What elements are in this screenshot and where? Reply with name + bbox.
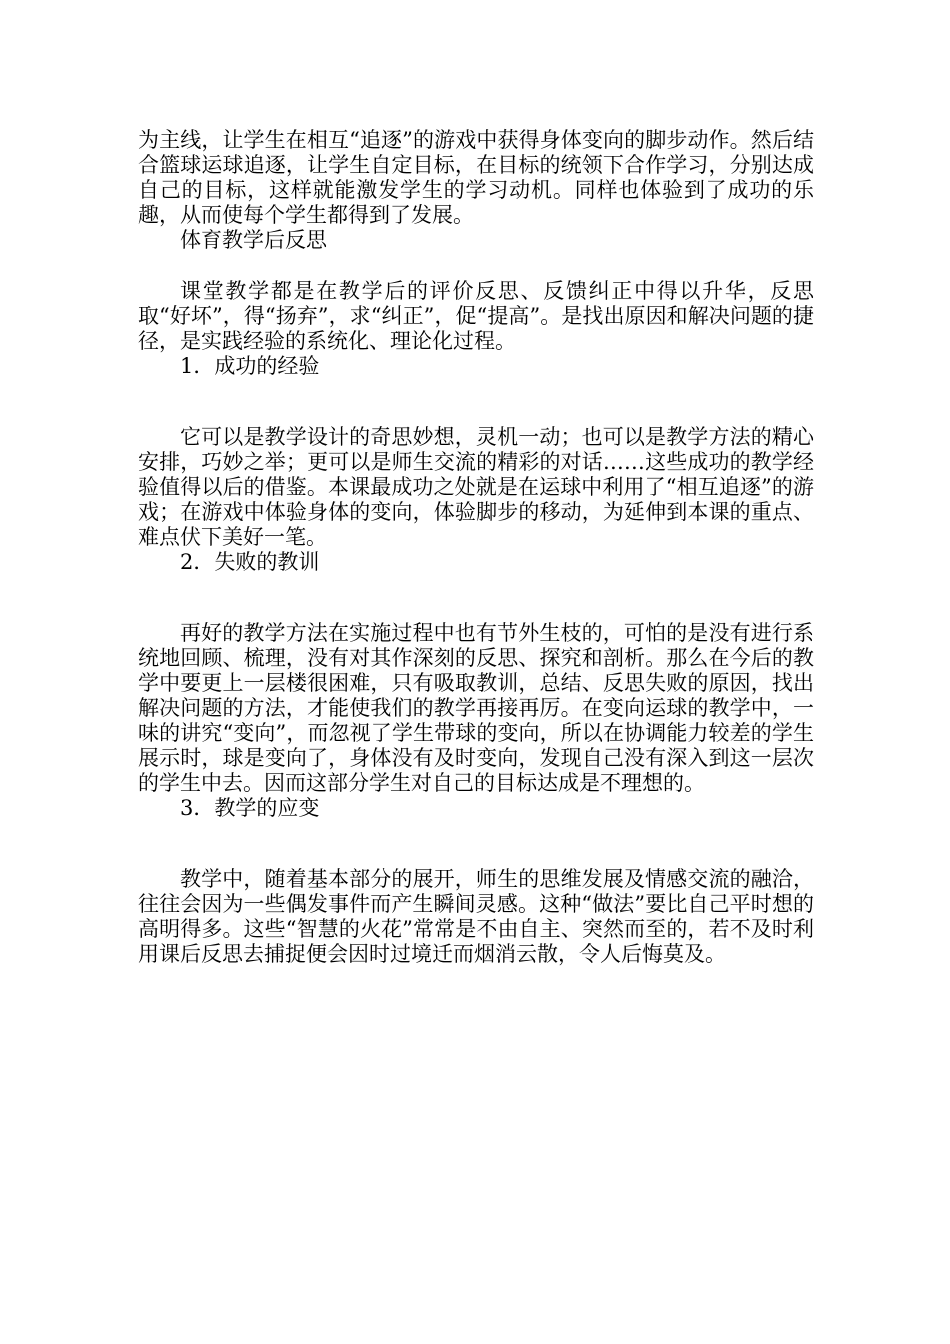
document-title: 体育教学后反思	[180, 228, 327, 252]
document-page	[138, 128, 814, 967]
paragraph-success: 它可以是教学设计的奇思妙想，灵机一动；也可以是教学方法的精心安排，巧妙之举；更可以是师生交流的精彩的对话……这些成功的教学经验值得以后的借鉴。本课最成功之处就是在运球中利用了“相互追逐”的游戏；在游戏中体验身体的变向，体验脚步的移动，为延伸到本课的重点、难点伏下美好一笔。	[138, 425, 814, 549]
section-heading-success: 1．成功的经验	[180, 354, 320, 378]
paragraph-adaptation: 教学中，随着基本部分的展开，师生的思维发展及情感交流的融洽，往往会因为一些偶发事件而产生瞬间灵感。这种“做法”要比自己平时想的高明得多。这些“智慧的火花”常常是不由自主、突然而至的，若不及时利用课后反思去捕捉便会因时过境迁而烟消云散，令人后悔莫及。	[138, 867, 814, 966]
paragraph-overview: 课堂教学都是在教学后的评价反思、反馈纠正中得以升华，反思取“好坏”，得“扬弃”，求“纠正”，促“提高”。是找出原因和解决问题的捷径，是实践经验的系统化、理论化过程。	[138, 279, 814, 353]
paragraph-failure: 再好的教学方法在实施过程中也有节外生枝的，可怕的是没有进行系统地回顾、梳理，没有对其作深刻的反思、探究和剖析。那么在今后的教学中要更上一层楼很困难，只有吸取教训，总结、反思失败的原因，找出解决问题的方法，才能使我们的教学再接再厉。在变向运球的教学中，一味的讲究“变向”，而忽视了学生带球的变向，所以在协调能力较差的学生展示时，球是变向了，身体没有及时变向，发现自己没有深入到这一层次的学生中去。因而这部分学生对自己的目标达成是不理想的。	[138, 621, 814, 795]
paragraph-intro: 为主线，让学生在相互“追逐”的游戏中获得身体变向的脚步动作。然后结合篮球运球追逐，让学生自定目标，在目标的统领下合作学习，分别达成自己的目标，这样就能激发学生的学习动机。同样也体验到了成功的乐趣，从而使每个学生都得到了发展。	[138, 128, 814, 227]
section-heading-adaptation: 3．教学的应变	[180, 796, 320, 820]
section-heading-failure: 2．失败的教训	[180, 550, 320, 574]
